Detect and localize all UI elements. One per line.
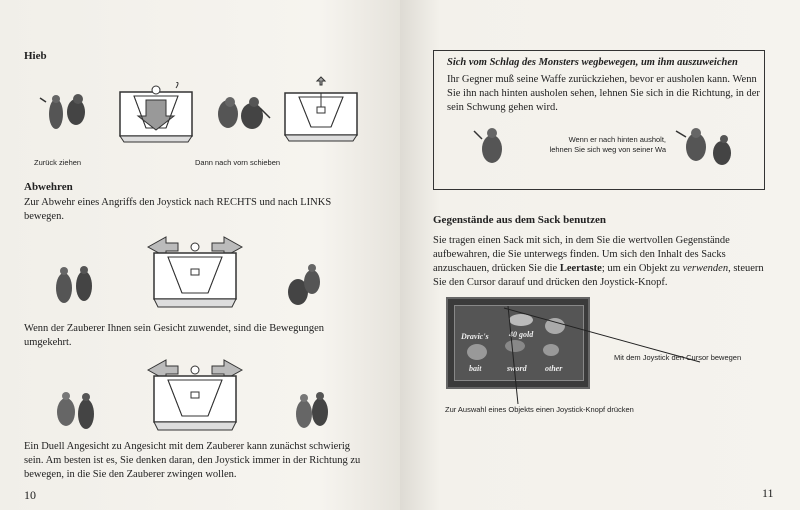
joystick-pull-diagram xyxy=(116,82,196,144)
page-number-right: 11 xyxy=(762,486,774,500)
figure-fighters-pull xyxy=(38,90,98,135)
right-page xyxy=(400,0,800,510)
screen-bait: bait xyxy=(469,364,482,373)
caption-push: Dann nach vorn schieben xyxy=(195,158,281,167)
heading-abwehren: Abwehren xyxy=(24,181,73,193)
figure-block-1 xyxy=(50,262,98,310)
tip-box xyxy=(433,50,765,190)
paragraph-sack: Sie tragen einen Sack mit sich, in dem Sie die wertvollen Gegenstände aufbewahren, die Sie unterwegs finden. Um sich den Inhalt des Sacks anzuschauen, drücken Sie die Leertaste; um ein Objekt zu verwenden, steuern Sie den Cursor darauf und drücken den Joystick-Knopf. xyxy=(433,235,764,288)
tip-box-title: Sich vom Schlag des Monsters wegbewegen, um ihm auszuweichen xyxy=(447,57,738,68)
callout-select: Zur Auswahl eines Objekts einen Joystick-Knopf drücken xyxy=(445,405,634,414)
callout-cursor: Mit dem Joystick den Cursor bewegen xyxy=(614,353,742,362)
figure-duel-2 xyxy=(290,386,334,436)
paragraph-duell: Ein Duell Angesicht zu Angesicht mit dem Zauberer kann zunächst schwierig sein. Am besten ist es, Sie denken daran, den Joystick immer in der Richtung zu bewegen, in die Sie den Zauberer zwingen wollen. xyxy=(24,441,361,480)
key-leertaste: Leertaste xyxy=(559,263,602,274)
figure-monster-swing xyxy=(470,123,514,169)
paragraph-abwehr: Zur Abwehr eines Angriffs den Joystick nach RECHTS und nach LINKS bewegen. xyxy=(24,197,332,222)
figure-block-2 xyxy=(282,262,328,310)
tip-caption-line1: Wenn er nach hinten ausholt, xyxy=(568,135,666,144)
joystick-left-right-diagram xyxy=(140,235,250,310)
tip-caption-line2: lehnen Sie sich weg von seiner Wa xyxy=(549,145,666,154)
joystick-duel-diagram xyxy=(140,358,250,433)
heading-sack: Gegenstände aus dem Sack benutzen xyxy=(433,214,606,226)
joystick-push-diagram xyxy=(281,75,361,143)
screen-other: other xyxy=(545,364,563,373)
figure-fighters-push xyxy=(206,94,276,136)
heading-hieb: Hieb xyxy=(24,50,47,62)
screen-gold: 40 gold xyxy=(509,330,534,339)
figure-dodge xyxy=(672,125,742,171)
paragraph-zauberer: Wenn der Zauberer Ihnen sein Gesicht zuwendet, sind die Bewegungen umgekehrt. xyxy=(24,323,325,348)
screen-owner: Dravic's xyxy=(461,332,489,341)
page-number-left: 10 xyxy=(24,488,36,502)
figure-duel-1 xyxy=(52,388,100,436)
caption-pull: Zurück ziehen xyxy=(34,158,82,167)
tip-box-text: Ihr Gegner muß seine Waffe zurückziehen, bevor er ausholen kann. Wenn Sie ihn nach hinten ausholen sehen, lehnen Sie sich in die Richtung, in der sein Schwung gehen wird. xyxy=(447,74,760,113)
screen-sword: sword xyxy=(507,364,527,373)
